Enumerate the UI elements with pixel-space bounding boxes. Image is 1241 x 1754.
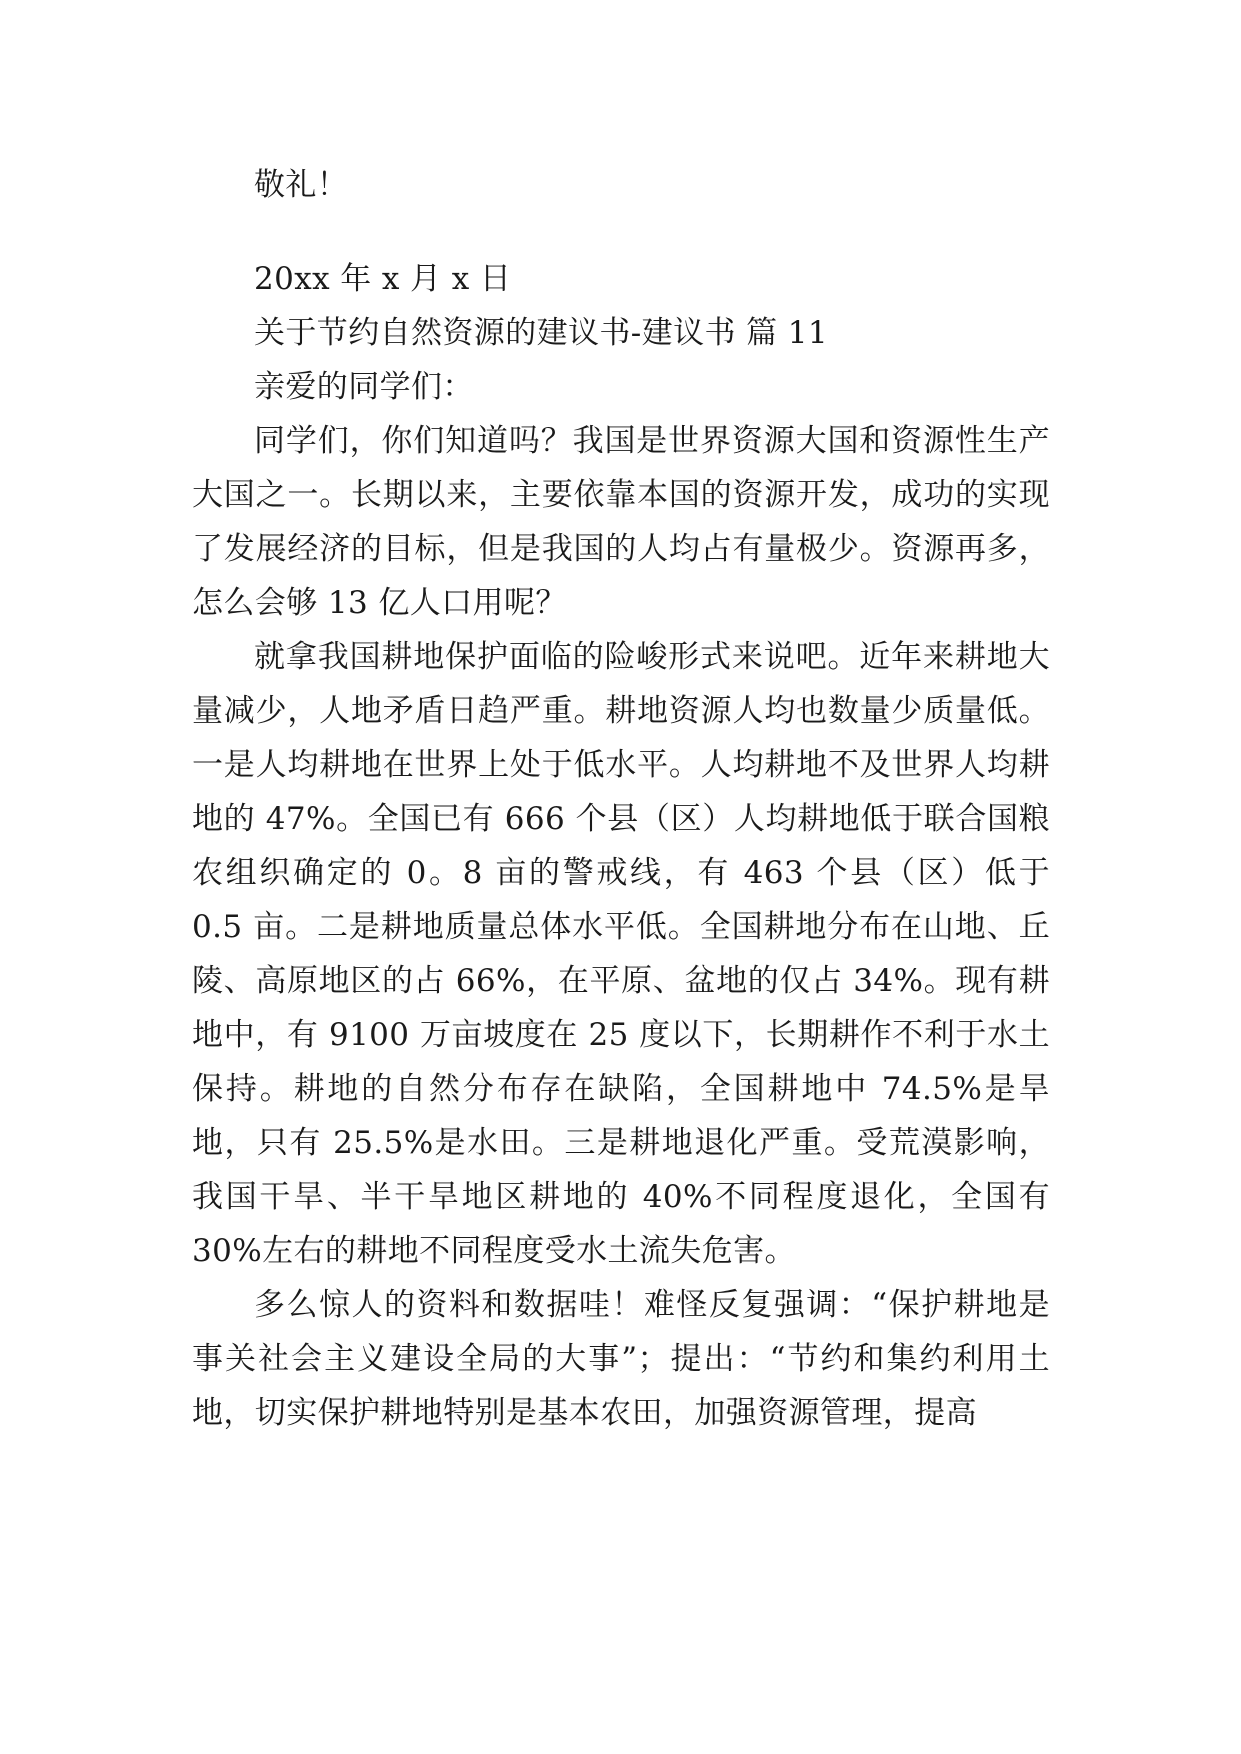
paragraph-2: 就拿我国耕地保护面临的险峻形式来说吧。近年来耕地大量减少，人地矛盾日趋严重。耕地资源人均也数量少质量低。一是人均耕地在世界上处于低水平。人均耕地不及世界人均耕地的 47%。全国已有 666 个县（区）人均耕地低于联合国粮农组织确定的 0。8 亩的警戒线，有 463 个县（区）低于 0.5 亩。二是耕地质量总体水平低。全国耕地分布在山地、丘陵、高原地区的占 66%，在平原、盆地的仅占 34%。现有耕地中，有 9100 万亩坡度在 25 度以下，长期耕作不利于水土保持。耕地的自然分布存在缺陷，全国耕地中 74.5%是旱地，只有 25.5%是水田。三是耕地退化严重。受荒漠影响，我国干旱、半干旱地区耕地的 40%不同程度退化，全国有 30%左右的耕地不同程度受水土流失危害。 [192, 639, 1050, 1269]
paragraph-1: 同学们，你们知道吗？我国是世界资源大国和资源性生产大国之一。长期以来，主要依靠本国的资源开发，成功的实现了发展经济的目标，但是我国的人均占有量极少。资源再多，怎么会够 13 亿人口用呢？ [192, 423, 1050, 621]
salutation: 亲爱的同学们： [254, 369, 474, 405]
closing-line: 敬礼！ [254, 167, 349, 203]
paragraph-3: 多么惊人的资料和数据哇！难怪反复强调：“保护耕地是事关社会主义建设全局的大事”；提出：“节约和集约利用土地，切实保护耕地特别是基本农田，加强资源管理，提高 [192, 1287, 1050, 1431]
section-title: 关于节约自然资源的建议书-建议书 篇 11 [254, 315, 829, 351]
letter-body [192, 414, 1050, 1440]
date-line: 20xx 年 x 月 x 日 [254, 261, 512, 297]
